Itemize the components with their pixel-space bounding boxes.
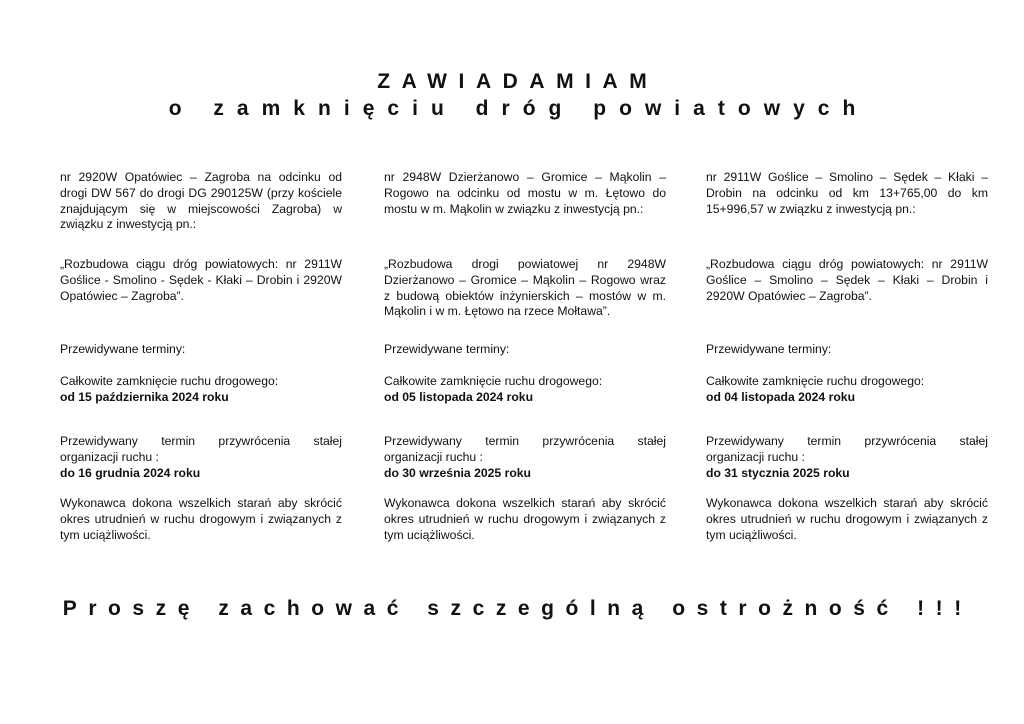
restore-info <box>706 434 988 481</box>
closure-date: od 05 listopada 2024 roku <box>384 389 534 404</box>
closure-label: Całkowite zamknięcie ruchu drogowego: <box>60 374 279 388</box>
terms-label: Przewidywane terminy: <box>706 342 832 356</box>
terms-label: Przewidywane terminy: <box>60 342 186 356</box>
restore-label: Przewidywany termin przywrócenia stałej organizacji ruchu : <box>706 434 988 464</box>
notice-subtitle: o zamknięciu dróg powiatowych <box>168 97 869 120</box>
route-description: nr 2948W Dzierżanowo – Gromice – Mąkolin – Rogowo na odcinku od mostu w m. Łętowo do mostu w m. Mąkolin w związku z inwestycją pn.: <box>384 170 666 216</box>
route-description: nr 2911W Goślice – Smolino – Sędek – Kłaki – Drobin na odcinku od km 13+765,00 do km 15+996,57 w związku z inwestycją pn.: <box>706 170 988 216</box>
contractor-note: Wykonawca dokona wszelkich starań aby skrócić okres utrudnień w ruchu drogowym i związanych z tym uciążliwości. <box>384 496 666 542</box>
caution-warning: Proszę zachować szczególną ostrożność !!! <box>62 597 973 620</box>
closure-info <box>706 374 988 406</box>
closure-date: od 04 listopada 2024 roku <box>706 389 856 404</box>
closure-info <box>384 374 666 406</box>
restore-info <box>60 434 342 481</box>
restore-info <box>384 434 666 481</box>
project-name: „Rozbudowa drogi powiatowej nr 2948W Dzierżanowo – Gromice – Mąkolin – Rogowo wraz z budową obiektów inżynierskich – mostów w m. Mąkolin i w m. Łętowo na rzece Mołtawa”. <box>384 257 666 319</box>
terms-label: Przewidywane terminy: <box>384 342 510 356</box>
project-name: „Rozbudowa ciągu dróg powiatowych: nr 2911W Goślice – Smolino – Sędek – Kłaki – Drobin i 2920W Opatówiec – Zagroba”. <box>706 257 988 303</box>
restore-label: Przewidywany termin przywrócenia stałej organizacji ruchu : <box>60 434 342 464</box>
closure-date: od 15 października 2024 roku <box>60 389 229 404</box>
closure-label: Całkowite zamknięcie ruchu drogowego: <box>706 374 925 388</box>
project-name: „Rozbudowa ciągu dróg powiatowych: nr 2911W Goślice - Smolino - Sędek - Kłaki – Drobin i 2920W Opatówiec – Zagroba”. <box>60 257 342 303</box>
restore-date: do 16 grudnia 2024 roku <box>60 465 201 480</box>
contractor-note: Wykonawca dokona wszelkich starań aby skrócić okres utrudnień w ruchu drogowym i związanych z tym uciążliwości. <box>706 496 988 542</box>
contractor-note: Wykonawca dokona wszelkich starań aby skrócić okres utrudnień w ruchu drogowym i związanych z tym uciążliwości. <box>60 496 342 542</box>
closure-label: Całkowite zamknięcie ruchu drogowego: <box>384 374 603 388</box>
notice-title: ZAWIADAMIAM <box>377 70 659 93</box>
closure-info <box>60 374 342 406</box>
restore-date: do 30 września 2025 roku <box>384 465 531 480</box>
route-description: nr 2920W Opatówiec – Zagroba na odcinku od drogi DW 567 do drogi DG 290125W (przy kościele znajdującym się w miejscowości Zagroba) w związku z inwestycją pn.: <box>60 170 342 232</box>
restore-date: do 31 stycznia 2025 roku <box>706 465 850 480</box>
restore-label: Przewidywany termin przywrócenia stałej organizacji ruchu : <box>384 434 666 464</box>
